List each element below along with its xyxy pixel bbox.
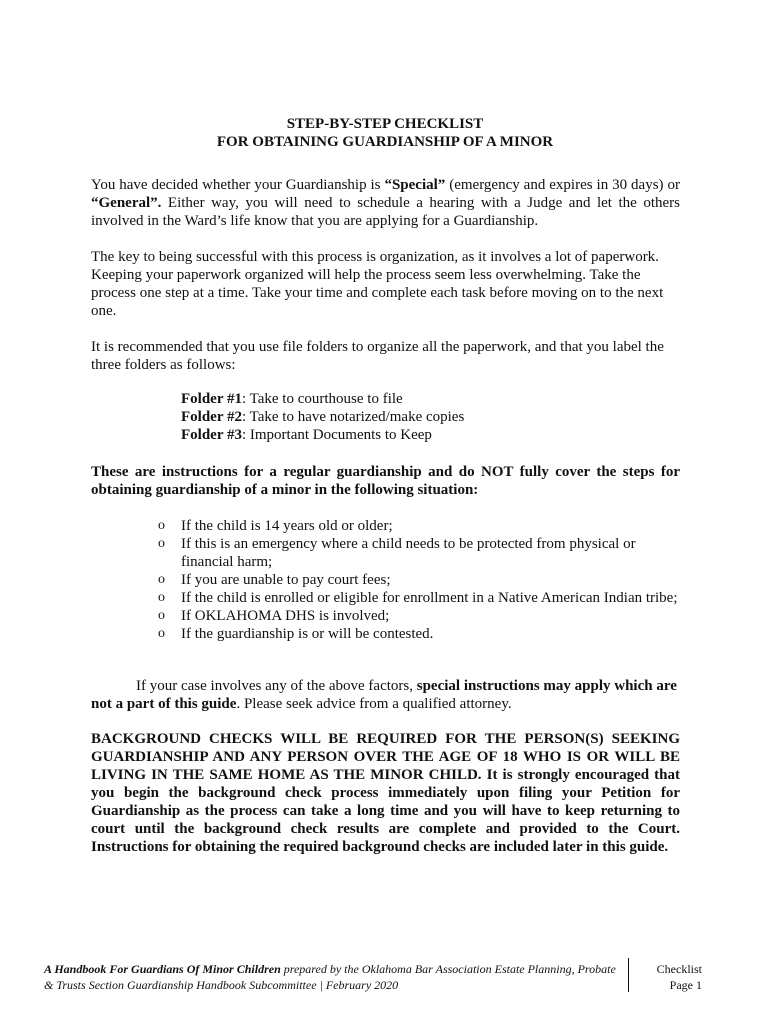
situation-text: If the child is 14 years old or older; (181, 518, 393, 534)
folder-label: Folder #3 (181, 427, 242, 443)
list-item (158, 571, 678, 589)
situation-text: If you are unable to pay court fees; (181, 572, 391, 588)
situation-text: If the child is enrolled or eligible for enrollment in a Native American Indian tribe; (181, 590, 678, 606)
bullet-circle-icon: o (158, 536, 165, 551)
bullet-circle-icon: o (158, 518, 165, 533)
list-item (158, 535, 678, 571)
footer-page-info (634, 961, 702, 993)
section-name: Checklist (656, 962, 702, 976)
situation-text: If this is an emergency where a child needs to be protected from physical or financial harm; (181, 536, 636, 570)
special-text-bold: special instructions may apply which are not a part of this guide (91, 678, 677, 712)
list-item (158, 589, 678, 607)
special-term: “Special” (384, 177, 446, 193)
footer-credit (44, 961, 624, 993)
intro-paragraph (91, 176, 680, 230)
title-line-1: STEP-BY-STEP CHECKLIST (286, 116, 484, 132)
folder-description: : Take to courthouse to file (241, 391, 403, 407)
special-text-2: . Please seek advice from a qualified attorney. (236, 696, 512, 712)
bullet-circle-icon: o (158, 608, 165, 623)
page-title (0, 115, 770, 151)
special-text-1: If your case involves any of the above factors, (136, 678, 417, 694)
instructions-warning: These are instructions for a regular guardianship and do NOT fully cover the steps for obtaining guardianship of a minor in the following situation: (91, 464, 680, 498)
list-item (158, 517, 678, 535)
page-number: Page 1 (669, 978, 702, 992)
intro-text-3: Either way, you will need to schedule a hearing with a Judge and let the others involved in the Ward’s life know that you are applying for a Guardianship. (91, 195, 680, 229)
folder-item (181, 390, 681, 408)
general-term: “General”. (91, 195, 162, 211)
folder-description: : Take to have notarized/make copies (241, 409, 465, 425)
folders-intro-paragraph: It is recommended that you use file folders to organize all the paperwork, and that you label the three folders as follows: (91, 339, 664, 373)
special-instructions-paragraph (91, 677, 680, 713)
situation-text: If the guardianship is or will be contested. (181, 626, 434, 642)
title-line-2: FOR OBTAINING GUARDIANSHIP OF A MINOR (216, 134, 554, 150)
list-item (158, 607, 678, 625)
bullet-circle-icon: o (158, 590, 165, 605)
situation-text: If OKLAHOMA DHS is involved; (181, 608, 390, 624)
list-item (158, 625, 678, 643)
handbook-title: A Handbook For Guardians Of Minor Children (44, 962, 281, 976)
background-checks-paragraph: BACKGROUND CHECKS WILL BE REQUIRED FOR THE PERSON(S) SEEKING GUARDIANSHIP AND ANY PERSON OVER THE AGE OF 18 WHO IS OR WILL BE LIVING IN THE SAME HOME AS THE MINOR CHILD. It is strongly encouraged that you begin the background check process immediately upon filing your Petition for Guardianship as the process can take a long time and you will have to keep returning to court until the background check results are complete and provided to the Court. Instructions for obtaining the required background checks are included later in this guide. (91, 731, 680, 855)
folder-label: Folder #1 (181, 391, 242, 407)
folder-item (181, 408, 681, 426)
folder-list (181, 390, 681, 444)
handbook-credit: prepared by the Oklahoma Bar Association Estate Planning, Probate & Trusts Section Guardianship Handbook Subcommittee | February 2020 (44, 962, 616, 992)
footer-divider (628, 958, 629, 992)
intro-text-2: (emergency and expires in 30 days) or (445, 177, 680, 193)
folder-description: : Important Documents to Keep (241, 427, 432, 443)
folder-label: Folder #2 (181, 409, 242, 425)
organization-paragraph: The key to being successful with this process is organization, as it involves a lot of paperwork. Keeping your paperwork organized will help the process seem less overwhelming. Take the process one step at a time. Take your time and complete each task before moving on to the next one. (91, 249, 664, 319)
folder-item (181, 426, 681, 444)
bullet-circle-icon: o (158, 626, 165, 641)
situation-list (158, 517, 678, 643)
bullet-circle-icon: o (158, 572, 165, 587)
intro-text-1: You have decided whether your Guardianship is (91, 177, 385, 193)
